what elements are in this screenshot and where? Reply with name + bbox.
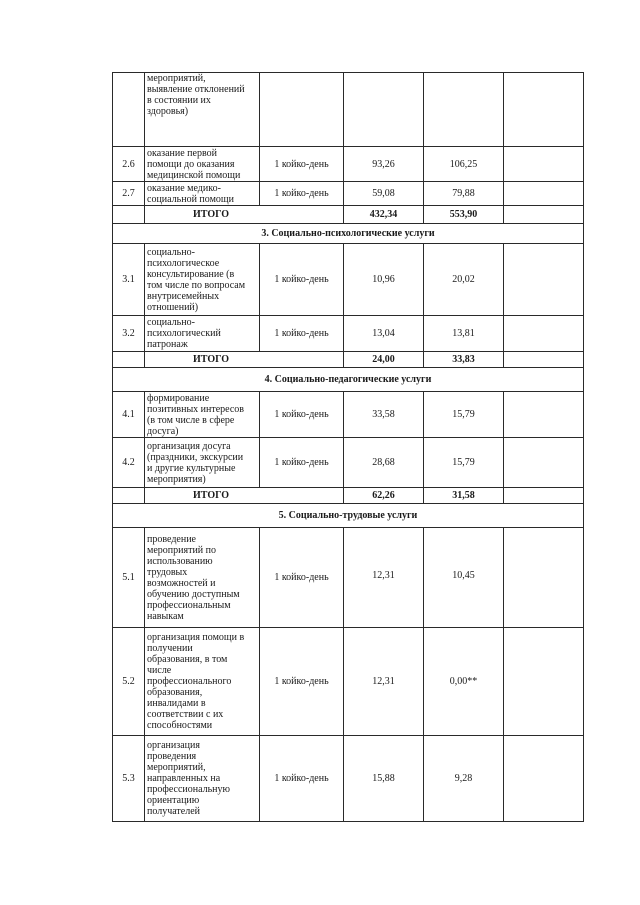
service-name: социально- психологическое консультирование (в том числе по вопросам внутрисемейных отношений) [147,246,246,313]
empty-cell [504,628,584,736]
total-row [113,206,584,224]
service-name: организация проведения мероприятий, направленных на профессиональную ориентацию получателей [147,740,230,817]
total-value-2: 33,83 [424,352,504,368]
service-name-cell [145,528,260,628]
service-name-cell [145,438,260,488]
section-title: 4. Социально-педагогические услуги [113,368,584,392]
section-header-row [113,504,584,528]
table-row [113,182,584,206]
empty-cell [504,392,584,438]
value-1: 15,88 [344,736,424,822]
value-1 [344,73,424,147]
value-1: 93,26 [344,147,424,182]
value-2: 15,79 [424,438,504,488]
total-label: ИТОГО [145,488,344,504]
unit-cell: 1 койко-день [260,392,344,438]
service-name-cell [145,628,260,736]
section-header-row [113,224,584,244]
service-name-cell [145,392,260,438]
service-name: формирование позитивных интересов (в том числе в сфере досуга) [147,392,245,437]
section-title: 5. Социально-трудовые услуги [113,504,584,528]
service-name-cell [145,147,260,182]
empty-cell [504,488,584,504]
row-number: 5.1 [113,528,145,628]
empty-cell [504,438,584,488]
row-number: 3.1 [113,244,145,316]
unit-cell: 1 койко-день [260,438,344,488]
unit-cell [260,73,344,147]
tariff-table [112,72,584,822]
total-label: ИТОГО [145,352,344,368]
total-blank-cell [113,352,145,368]
service-name: организация досуга (праздники, экскурсии и другие культурные мероприятия) [147,440,244,485]
table-row [113,316,584,352]
total-value-1: 432,34 [344,206,424,224]
empty-cell [504,182,584,206]
table-row [113,392,584,438]
table-row [113,73,584,147]
service-name: организация помощи в получении образования, в том числе профессионального образования, инвалидами в соответствии с их способностями [147,632,245,731]
table-row [113,147,584,182]
row-number: 3.2 [113,316,145,352]
value-2: 10,45 [424,528,504,628]
unit-cell: 1 койко-день [260,736,344,822]
unit-cell: 1 койко-день [260,316,344,352]
section-header-row [113,368,584,392]
total-blank-cell [113,488,145,504]
service-name: проведение мероприятий по использованию трудовых возможностей и обучению доступным профессиональным навыкам [147,533,240,622]
service-name-cell [145,182,260,206]
value-2: 106,25 [424,147,504,182]
empty-cell [504,736,584,822]
empty-cell [504,352,584,368]
table-row [113,244,584,316]
total-label: ИТОГО [145,206,344,224]
service-name-cell [145,244,260,316]
total-value-2: 31,58 [424,488,504,504]
value-2: 20,02 [424,244,504,316]
empty-cell [504,206,584,224]
value-2 [424,73,504,147]
table-row [113,628,584,736]
unit-cell: 1 койко-день [260,628,344,736]
row-number: 2.7 [113,182,145,206]
value-1: 12,31 [344,528,424,628]
row-number: 5.2 [113,628,145,736]
empty-cell [504,147,584,182]
value-2: 0,00** [424,628,504,736]
empty-cell [504,528,584,628]
table-row [113,528,584,628]
total-value-1: 24,00 [344,352,424,368]
unit-cell: 1 койко-день [260,528,344,628]
value-1: 33,58 [344,392,424,438]
value-1: 59,08 [344,182,424,206]
empty-cell [504,73,584,147]
service-name: мероприятий, выявление отклонений в состоянии их здоровья) [147,73,245,117]
value-2: 9,28 [424,736,504,822]
total-row [113,352,584,368]
table-row [113,736,584,822]
total-blank-cell [113,206,145,224]
service-name: оказание первой помощи до оказания медицинской помощи [147,147,241,181]
value-1: 13,04 [344,316,424,352]
service-name-cell [145,316,260,352]
value-1: 12,31 [344,628,424,736]
value-1: 28,68 [344,438,424,488]
unit-cell: 1 койко-день [260,147,344,182]
row-number: 2.6 [113,147,145,182]
service-name-cell [145,736,260,822]
total-value-1: 62,26 [344,488,424,504]
service-name: оказание медико- социальной помощи [147,182,234,205]
row-number: 5.3 [113,736,145,822]
service-name: социально- психологический патронаж [147,317,221,350]
unit-cell: 1 койко-день [260,182,344,206]
unit-cell: 1 койко-день [260,244,344,316]
empty-cell [504,316,584,352]
value-1: 10,96 [344,244,424,316]
row-number [113,73,145,147]
value-2: 15,79 [424,392,504,438]
table-row [113,438,584,488]
row-number: 4.1 [113,392,145,438]
value-2: 79,88 [424,182,504,206]
total-value-2: 553,90 [424,206,504,224]
empty-cell [504,244,584,316]
service-name-cell [145,73,260,147]
total-row [113,488,584,504]
section-title: 3. Социально-психологические услуги [113,224,584,244]
row-number: 4.2 [113,438,145,488]
value-2: 13,81 [424,316,504,352]
